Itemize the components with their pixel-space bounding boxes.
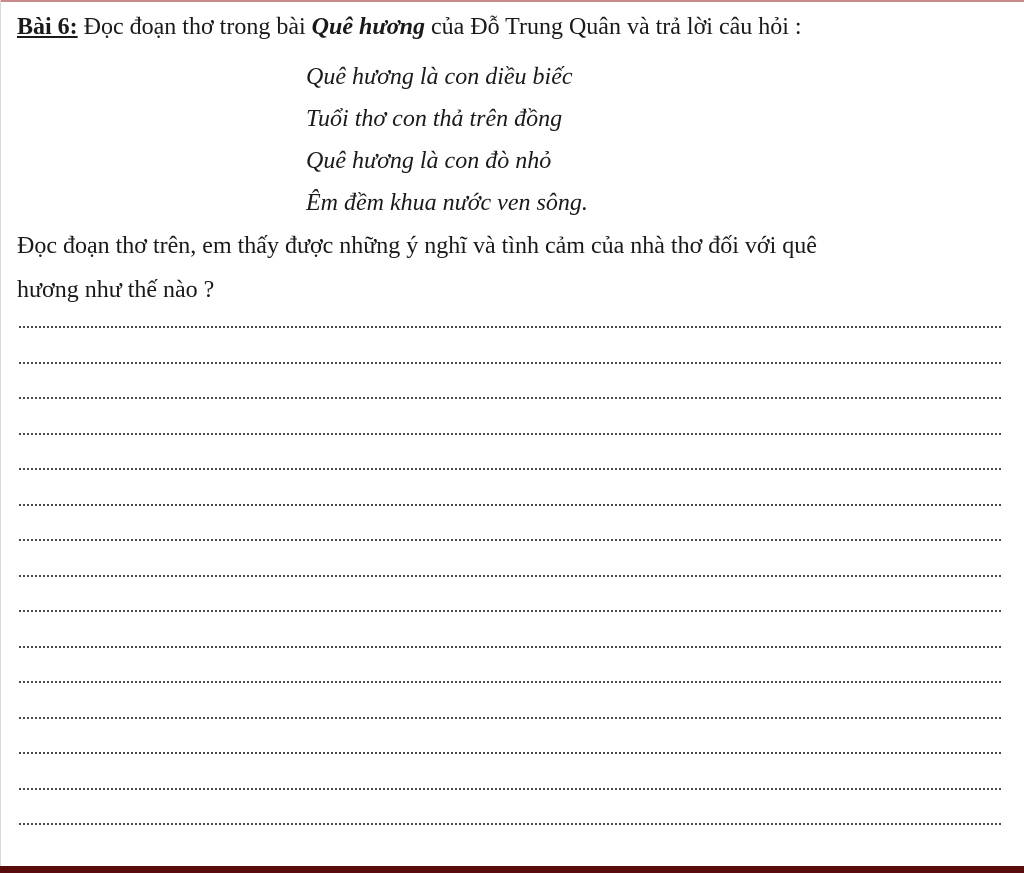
question-text bbox=[17, 224, 1017, 312]
exercise-heading bbox=[17, 12, 802, 42]
exercise-intro: Đọc đoạn thơ trong bài bbox=[77, 14, 312, 40]
answer-line[interactable] bbox=[19, 717, 1001, 719]
question-line: hương như thế nào ? bbox=[17, 277, 215, 303]
top-border bbox=[0, 0, 1024, 2]
answer-line[interactable] bbox=[19, 433, 1001, 435]
answer-line[interactable] bbox=[19, 539, 1001, 541]
answer-line[interactable] bbox=[19, 610, 1001, 612]
answer-line[interactable] bbox=[19, 823, 1001, 825]
poem-title: Quê hương bbox=[311, 14, 425, 40]
answer-line[interactable] bbox=[19, 504, 1001, 506]
poem-line: Quê hương là con đò nhỏ bbox=[306, 148, 552, 174]
answer-line[interactable] bbox=[19, 788, 1001, 790]
answer-line[interactable] bbox=[19, 468, 1001, 470]
answer-line[interactable] bbox=[19, 681, 1001, 683]
answer-line[interactable] bbox=[19, 575, 1001, 577]
answer-line[interactable] bbox=[19, 397, 1001, 399]
poem-stanza bbox=[306, 56, 588, 224]
poem-line: Êm đềm khua nước ven sông. bbox=[306, 190, 588, 216]
answer-line[interactable] bbox=[19, 646, 1001, 648]
answer-line[interactable] bbox=[19, 362, 1001, 364]
left-border bbox=[0, 0, 1, 866]
poem-line: Tuổi thơ con thả trên đồng bbox=[306, 106, 563, 132]
question-line: Đọc đoạn thơ trên, em thấy được những ý nghĩ và tình cảm của nhà thơ đối với quê bbox=[17, 233, 817, 259]
exercise-instruction: của Đỗ Trung Quân và trả lời câu hỏi : bbox=[424, 14, 802, 40]
answer-line[interactable] bbox=[19, 752, 1001, 754]
poem-line: Quê hương là con diều biếc bbox=[306, 64, 573, 90]
answer-line[interactable] bbox=[19, 326, 1001, 328]
exercise-label: Bài 6: bbox=[17, 14, 78, 40]
bottom-border bbox=[0, 866, 1024, 873]
